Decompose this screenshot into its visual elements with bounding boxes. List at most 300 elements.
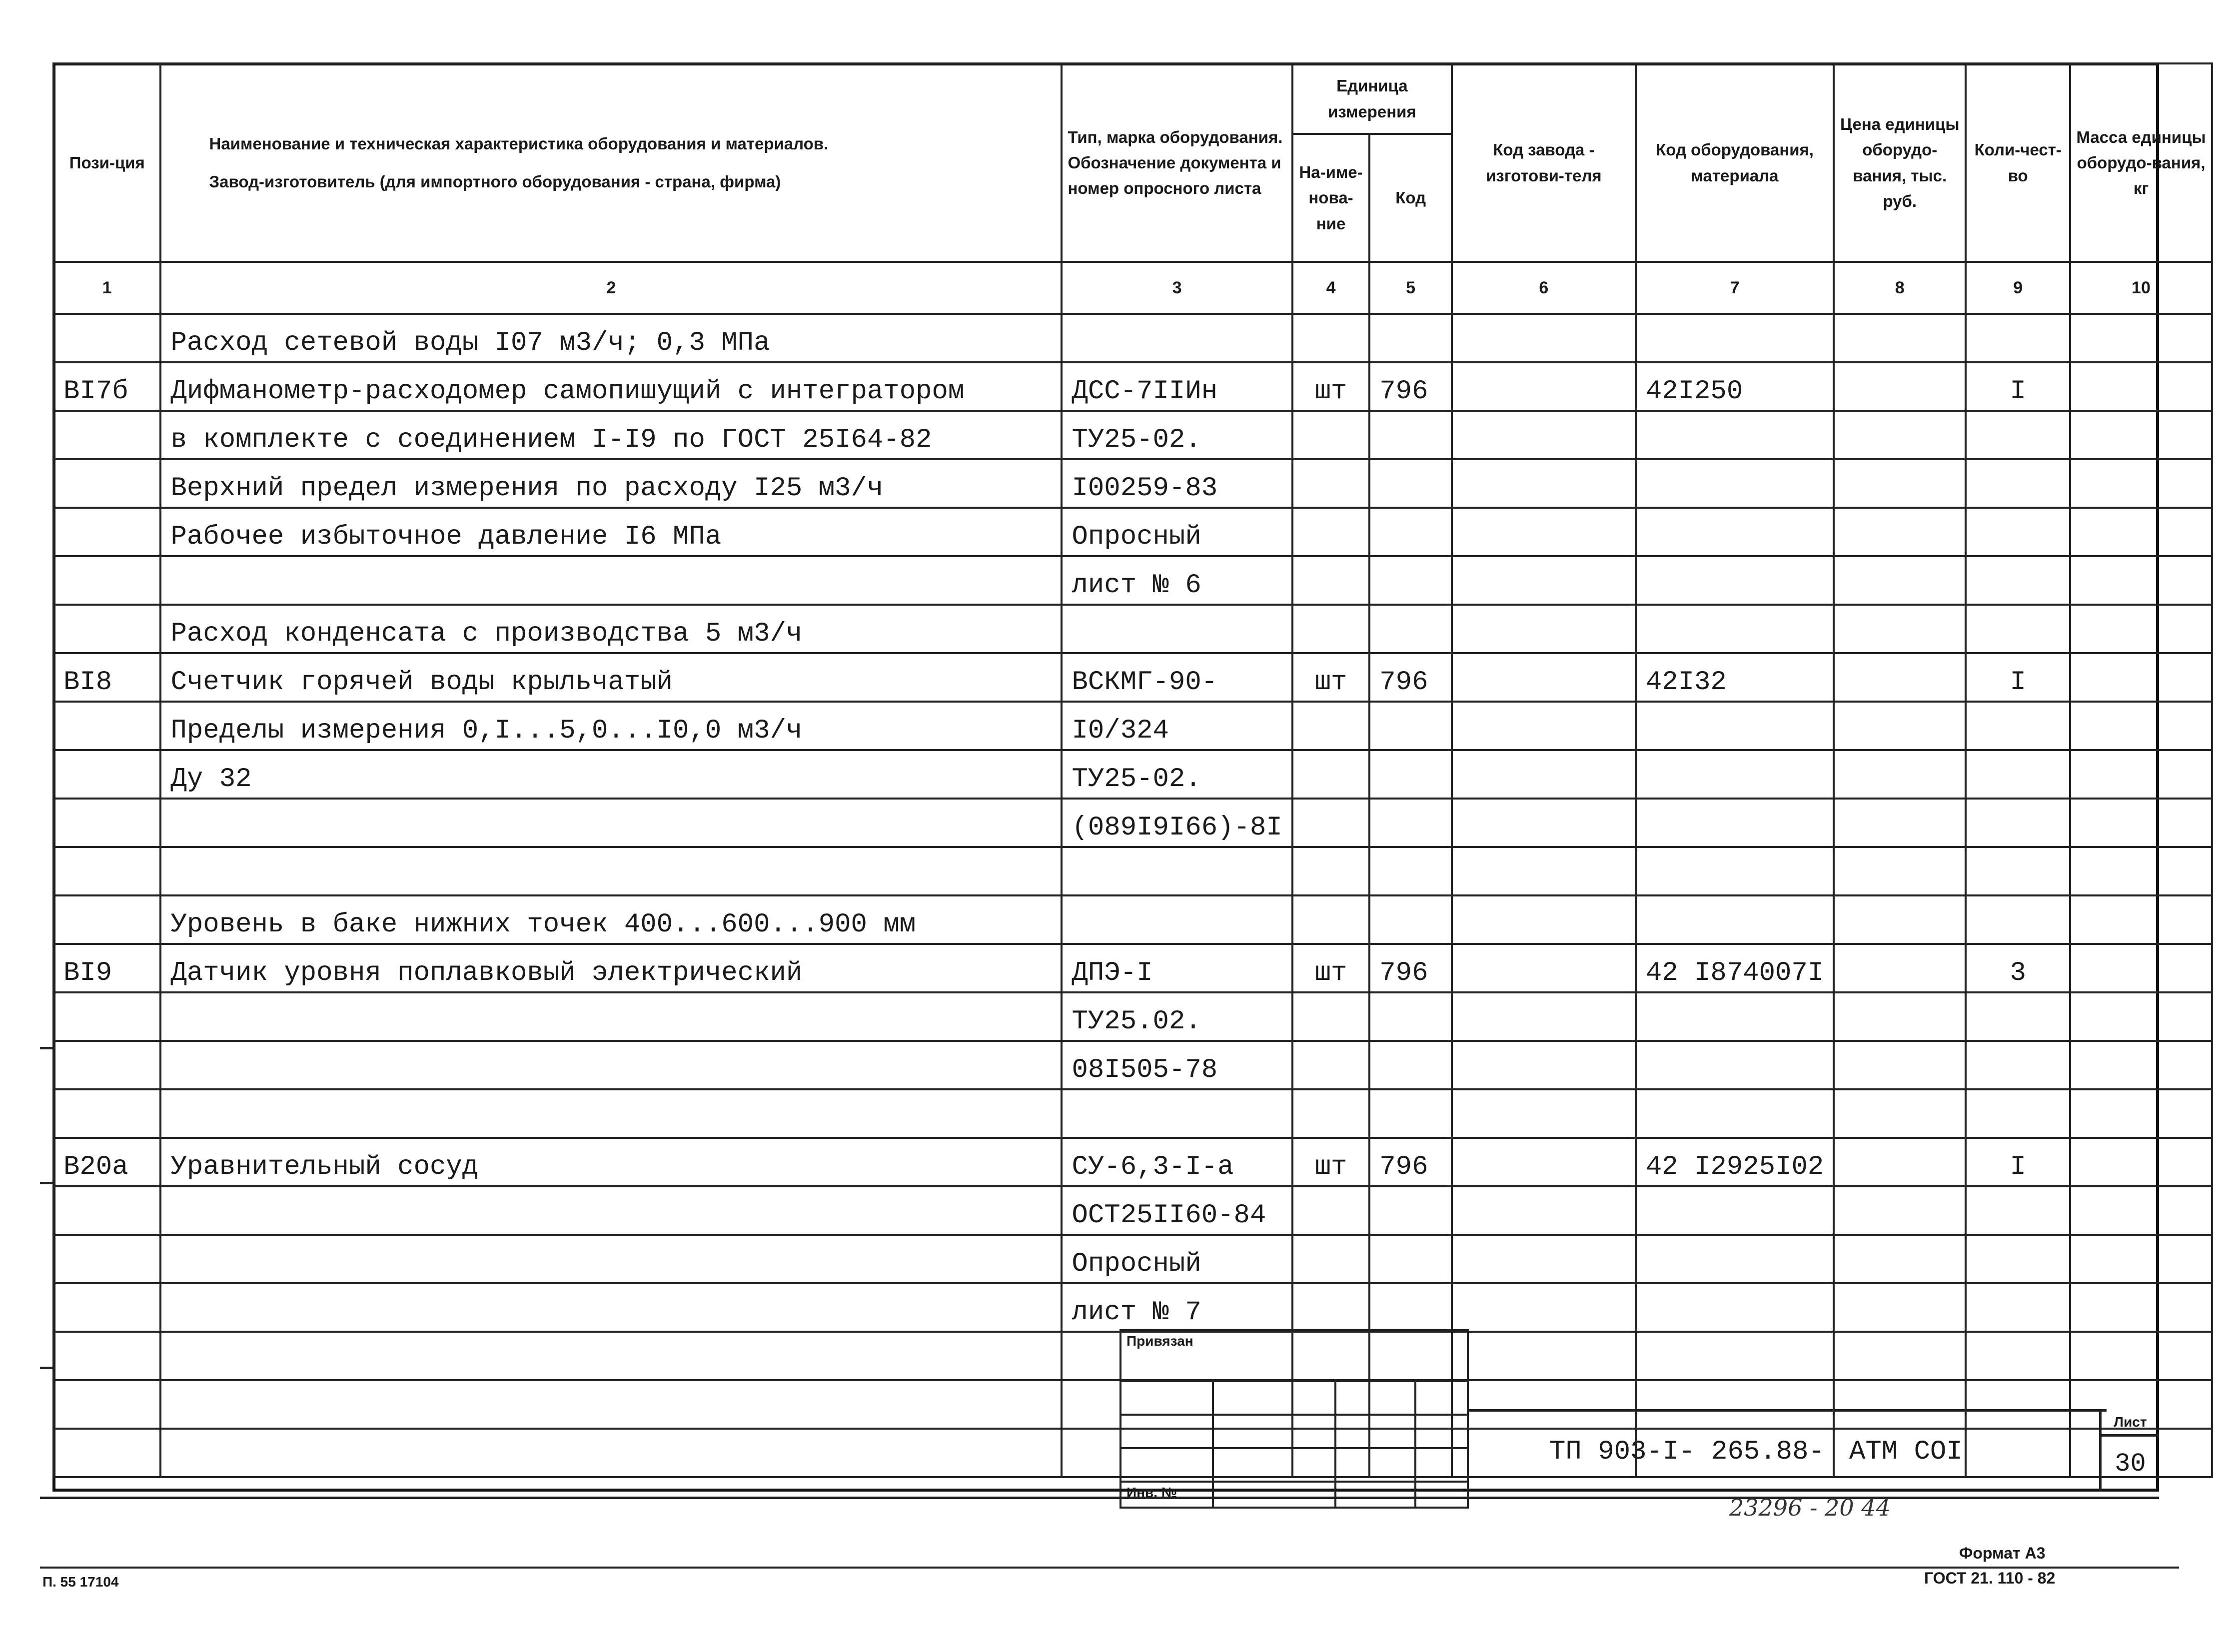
cell-name bbox=[160, 799, 1062, 847]
cell-plant-code bbox=[1452, 799, 1636, 847]
gost-label: ГОСТ 21. 110 - 82 bbox=[1924, 1569, 2056, 1587]
cell-name: Ду 32 bbox=[160, 750, 1062, 799]
margin-tick bbox=[40, 1182, 55, 1184]
sheet-label: Лист bbox=[2102, 1414, 2159, 1437]
cell-type bbox=[1062, 847, 1292, 895]
header-type: Тип, марка оборудования. Обозначение документа и номер опросного листа bbox=[1062, 63, 1292, 262]
cell-equipment-code bbox=[1636, 847, 1834, 895]
cell-plant-code bbox=[1452, 895, 1636, 944]
cell-name: в комплекте с соединением I-I9 по ГОСТ 25I64-82 bbox=[160, 411, 1062, 459]
cell-equipment-code bbox=[1636, 750, 1834, 799]
cell-name: Датчик уровня поплавковый электрический bbox=[160, 944, 1062, 992]
cell-equipment-code bbox=[1636, 1235, 1834, 1283]
table-row bbox=[53, 1138, 2212, 1186]
cell-plant-code bbox=[1452, 459, 1636, 508]
cell-price bbox=[1834, 1041, 1966, 1089]
column-number: 6 bbox=[1452, 262, 1636, 314]
cell-equipment-code bbox=[1636, 1380, 1834, 1429]
cell-position bbox=[53, 1283, 160, 1332]
cell-name: Расход сетевой воды I07 м3/ч; 0,3 МПа bbox=[160, 314, 1062, 362]
cell-position bbox=[53, 556, 160, 605]
cell-unit-code bbox=[1369, 992, 1452, 1041]
cell-type: ВСКМГ-90- bbox=[1062, 653, 1292, 702]
table-row bbox=[53, 411, 2212, 459]
cell-type bbox=[1062, 1089, 1292, 1138]
cell-mass bbox=[2070, 847, 2212, 895]
cell-unit-code: 796 bbox=[1369, 944, 1452, 992]
cell-mass bbox=[2070, 944, 2212, 992]
column-number: 10 bbox=[2070, 262, 2212, 314]
cell-mass bbox=[2070, 750, 2212, 799]
column-number: 1 bbox=[53, 262, 160, 314]
cell-type: Опросный bbox=[1062, 508, 1292, 556]
cell-unit-name: шт bbox=[1292, 1138, 1370, 1186]
cell-unit-name: шт bbox=[1292, 653, 1370, 702]
cell-unit-name bbox=[1292, 508, 1370, 556]
cell-unit-code bbox=[1369, 459, 1452, 508]
binding-stamp bbox=[1119, 1329, 1469, 1509]
cell-unit-name bbox=[1292, 459, 1370, 508]
cell-position: B20a bbox=[53, 1138, 160, 1186]
cell-equipment-code bbox=[1636, 1041, 1834, 1089]
cell-mass bbox=[2070, 508, 2212, 556]
cell-position bbox=[53, 459, 160, 508]
header-position: Пози-ция bbox=[53, 63, 160, 262]
cell-position: BI7б bbox=[53, 362, 160, 411]
cell-unit-code bbox=[1369, 1041, 1452, 1089]
cell-position bbox=[53, 508, 160, 556]
cell-price bbox=[1834, 556, 1966, 605]
cell-type: ТУ25.02. bbox=[1062, 992, 1292, 1041]
stamp-cell bbox=[1415, 1482, 1468, 1508]
cell-type: ДПЭ-I bbox=[1062, 944, 1292, 992]
header-quantity: Коли-чест-во bbox=[1966, 63, 2070, 262]
table-row bbox=[53, 702, 2212, 750]
cell-mass bbox=[2070, 799, 2212, 847]
cell-plant-code bbox=[1452, 1089, 1636, 1138]
cell-name bbox=[160, 1283, 1062, 1332]
cell-unit-name bbox=[1292, 992, 1370, 1041]
cell-price bbox=[1834, 895, 1966, 944]
cell-plant-code bbox=[1452, 1235, 1636, 1283]
cell-mass bbox=[2070, 992, 2212, 1041]
cell-mass bbox=[2070, 362, 2212, 411]
table-row bbox=[53, 1186, 2212, 1235]
cell-plant-code bbox=[1452, 1380, 1636, 1429]
cell-quantity bbox=[1966, 702, 2070, 750]
table-row bbox=[53, 508, 2212, 556]
cell-quantity: 3 bbox=[1966, 944, 2070, 992]
cell-price bbox=[1834, 653, 1966, 702]
cell-plant-code bbox=[1452, 314, 1636, 362]
cell-type: I00259-83 bbox=[1062, 459, 1292, 508]
cell-type bbox=[1062, 605, 1292, 653]
column-number: 8 bbox=[1834, 262, 1966, 314]
column-number: 2 bbox=[160, 262, 1062, 314]
cell-price bbox=[1834, 1380, 1966, 1429]
cell-type: ДСС-7IIИн bbox=[1062, 362, 1292, 411]
stamp-cell bbox=[1335, 1482, 1415, 1508]
cell-unit-name bbox=[1292, 556, 1370, 605]
cell-quantity bbox=[1966, 411, 2070, 459]
stamp-cell bbox=[1120, 1448, 1213, 1482]
cell-unit-code: 796 bbox=[1369, 362, 1452, 411]
header-name-line1: Наименование и техническая характеристика оборудования и материалов. bbox=[209, 134, 829, 153]
cell-quantity bbox=[1966, 459, 2070, 508]
cell-equipment-code bbox=[1636, 1283, 1834, 1332]
cell-unit-name bbox=[1292, 1235, 1370, 1283]
margin-tick bbox=[40, 1367, 55, 1369]
cell-plant-code bbox=[1452, 508, 1636, 556]
stamp-cell bbox=[1213, 1381, 1335, 1415]
cell-type: лист № 6 bbox=[1062, 556, 1292, 605]
cell-unit-code bbox=[1369, 1186, 1452, 1235]
cell-plant-code bbox=[1452, 1138, 1636, 1186]
cell-price bbox=[1834, 508, 1966, 556]
cell-plant-code bbox=[1452, 1186, 1636, 1235]
cell-mass bbox=[2070, 1186, 2212, 1235]
cell-unit-name bbox=[1292, 895, 1370, 944]
cell-mass bbox=[2070, 1332, 2212, 1380]
cell-position: BI8 bbox=[53, 653, 160, 702]
cell-position bbox=[53, 847, 160, 895]
cell-position: BI9 bbox=[53, 944, 160, 992]
cell-unit-code bbox=[1369, 847, 1452, 895]
header-name bbox=[160, 63, 1062, 262]
cell-price bbox=[1834, 459, 1966, 508]
cell-price bbox=[1834, 1186, 1966, 1235]
cell-equipment-code bbox=[1636, 895, 1834, 944]
stamp-cell bbox=[1415, 1415, 1468, 1448]
cell-name bbox=[160, 556, 1062, 605]
cell-plant-code bbox=[1452, 847, 1636, 895]
cell-mass bbox=[2070, 1283, 2212, 1332]
sheet-number: 30 bbox=[2115, 1449, 2146, 1479]
table-row bbox=[53, 556, 2212, 605]
stamp-cell bbox=[1335, 1415, 1415, 1448]
header-mass: Масса единицы оборудо-вания, кг bbox=[2070, 63, 2212, 262]
cell-unit-code bbox=[1369, 556, 1452, 605]
cell-unit-code bbox=[1369, 508, 1452, 556]
table-row bbox=[53, 1283, 2212, 1332]
cell-quantity bbox=[1966, 1429, 2070, 1477]
sheet-box bbox=[2099, 1409, 2159, 1492]
cell-quantity bbox=[1966, 1235, 2070, 1283]
cell-price bbox=[1834, 1235, 1966, 1283]
column-number: 4 bbox=[1292, 262, 1370, 314]
cell-equipment-code bbox=[1636, 702, 1834, 750]
cell-position bbox=[53, 411, 160, 459]
column-number: 7 bbox=[1636, 262, 1834, 314]
cell-quantity bbox=[1966, 847, 2070, 895]
stamp-cell bbox=[1213, 1448, 1335, 1482]
cell-unit-name bbox=[1292, 799, 1370, 847]
cell-price bbox=[1834, 1138, 1966, 1186]
cell-unit-name bbox=[1292, 314, 1370, 362]
stamp-cell bbox=[1415, 1448, 1468, 1482]
cell-unit-code: 796 bbox=[1369, 1138, 1452, 1186]
cell-mass bbox=[2070, 556, 2212, 605]
cell-plant-code bbox=[1452, 1332, 1636, 1380]
cell-name: Уравнительный сосуд bbox=[160, 1138, 1062, 1186]
cell-type: СУ-6,3-I-а bbox=[1062, 1138, 1292, 1186]
cell-name: Верхний предел измерения по расходу I25 м3/ч bbox=[160, 459, 1062, 508]
cell-quantity bbox=[1966, 508, 2070, 556]
cell-name bbox=[160, 1089, 1062, 1138]
cell-position bbox=[53, 992, 160, 1041]
cell-price bbox=[1834, 411, 1966, 459]
cell-quantity bbox=[1966, 1089, 2070, 1138]
cell-plant-code bbox=[1452, 944, 1636, 992]
cell-unit-name bbox=[1292, 411, 1370, 459]
cell-position bbox=[53, 1186, 160, 1235]
cell-plant-code bbox=[1452, 556, 1636, 605]
cell-plant-code bbox=[1452, 1283, 1636, 1332]
print-note: П. 55 17104 bbox=[42, 1574, 119, 1590]
cell-equipment-code bbox=[1636, 508, 1834, 556]
table-row bbox=[53, 944, 2212, 992]
header-unit: Единица измерения bbox=[1292, 63, 1452, 134]
cell-equipment-code: 42I32 bbox=[1636, 653, 1834, 702]
cell-type bbox=[1062, 314, 1292, 362]
cell-unit-name bbox=[1292, 702, 1370, 750]
cell-name bbox=[160, 1041, 1062, 1089]
cell-position bbox=[53, 1380, 160, 1429]
cell-price bbox=[1834, 750, 1966, 799]
cell-mass bbox=[2070, 314, 2212, 362]
cell-position bbox=[53, 314, 160, 362]
cell-unit-code bbox=[1369, 799, 1452, 847]
cell-name: Счетчик горячей воды крыльчатый bbox=[160, 653, 1062, 702]
cell-mass bbox=[2070, 1089, 2212, 1138]
cell-plant-code bbox=[1452, 362, 1636, 411]
cell-name bbox=[160, 1380, 1062, 1429]
cell-quantity bbox=[1966, 1283, 2070, 1332]
cell-unit-code bbox=[1369, 702, 1452, 750]
stamp-inv-label: Инв. № bbox=[1120, 1482, 1213, 1508]
cell-quantity bbox=[1966, 1332, 2070, 1380]
table-row bbox=[53, 895, 2212, 944]
cell-name bbox=[160, 1332, 1062, 1380]
cell-mass bbox=[2070, 1138, 2212, 1186]
cell-name bbox=[160, 847, 1062, 895]
cell-position bbox=[53, 1332, 160, 1380]
cell-mass bbox=[2070, 1235, 2212, 1283]
cell-type: (089I9I66)-8I bbox=[1062, 799, 1292, 847]
cell-price bbox=[1834, 847, 1966, 895]
table-row bbox=[53, 750, 2212, 799]
cell-name: Расход конденсата с производства 5 м3/ч bbox=[160, 605, 1062, 653]
header-plant-code: Код завода - изготови-теля bbox=[1452, 63, 1636, 262]
cell-name bbox=[160, 1429, 1062, 1477]
cell-equipment-code bbox=[1636, 799, 1834, 847]
stamp-cell bbox=[1120, 1381, 1213, 1415]
document-code: ТП 903-I- 265.88- bbox=[1549, 1437, 1825, 1467]
column-number: 5 bbox=[1369, 262, 1452, 314]
column-number-row bbox=[53, 262, 2212, 314]
table-row bbox=[53, 1041, 2212, 1089]
footer-line bbox=[40, 1567, 2179, 1569]
column-number: 9 bbox=[1966, 262, 2070, 314]
cell-position bbox=[53, 605, 160, 653]
cell-type: I0/324 bbox=[1062, 702, 1292, 750]
cell-equipment-code: 42 I2925I02 bbox=[1636, 1138, 1834, 1186]
cell-position bbox=[53, 750, 160, 799]
column-number: 3 bbox=[1062, 262, 1292, 314]
cell-mass bbox=[2070, 653, 2212, 702]
cell-equipment-code bbox=[1636, 459, 1834, 508]
stamp-cell bbox=[1335, 1381, 1415, 1415]
cell-price bbox=[1834, 702, 1966, 750]
cell-unit-code bbox=[1369, 1235, 1452, 1283]
cell-price bbox=[1834, 1089, 1966, 1138]
cell-price bbox=[1834, 799, 1966, 847]
cell-unit-code bbox=[1369, 1089, 1452, 1138]
cell-quantity bbox=[1966, 314, 2070, 362]
table-row bbox=[53, 362, 2212, 411]
cell-unit-name bbox=[1292, 1186, 1370, 1235]
cell-mass bbox=[2070, 411, 2212, 459]
stamp-cell bbox=[1213, 1482, 1335, 1508]
cell-mass bbox=[2070, 459, 2212, 508]
cell-equipment-code bbox=[1636, 992, 1834, 1041]
cell-name: Рабочее избыточное давление I6 МПа bbox=[160, 508, 1062, 556]
cell-mass bbox=[2070, 895, 2212, 944]
cell-equipment-code bbox=[1636, 556, 1834, 605]
cell-quantity bbox=[1966, 992, 2070, 1041]
cell-mass bbox=[2070, 702, 2212, 750]
table-row bbox=[53, 992, 2212, 1041]
cell-position bbox=[53, 1235, 160, 1283]
cell-type: ТУ25-02. bbox=[1062, 411, 1292, 459]
stamp-cell bbox=[1120, 1415, 1213, 1448]
cell-quantity bbox=[1966, 799, 2070, 847]
cell-quantity bbox=[1966, 605, 2070, 653]
stamp-cell bbox=[1335, 1448, 1415, 1482]
table-row bbox=[53, 314, 2212, 362]
cell-unit-code bbox=[1369, 1283, 1452, 1332]
cell-quantity: I bbox=[1966, 653, 2070, 702]
header-price: Цена единицы оборудо-вания, тыс. руб. bbox=[1834, 63, 1966, 262]
cell-quantity bbox=[1966, 556, 2070, 605]
stamp-attached-label: Привязан bbox=[1120, 1330, 1468, 1381]
table-row bbox=[53, 847, 2212, 895]
format-label: Формат А3 bbox=[1959, 1544, 2046, 1562]
cell-equipment-code bbox=[1636, 1089, 1834, 1138]
cell-unit-code: 796 bbox=[1369, 653, 1452, 702]
cell-position bbox=[53, 702, 160, 750]
cell-quantity bbox=[1966, 750, 2070, 799]
cell-price bbox=[1834, 944, 1966, 992]
cell-mass bbox=[2070, 1041, 2212, 1089]
cell-position bbox=[53, 1429, 160, 1477]
cell-position bbox=[53, 799, 160, 847]
cell-plant-code bbox=[1452, 653, 1636, 702]
cell-name: Дифманометр-расходомер самопишущий с интегратором bbox=[160, 362, 1062, 411]
header-name-line2: Завод-изготовитель (для импортного оборудования - страна, фирма) bbox=[209, 172, 781, 191]
cell-quantity bbox=[1966, 1380, 2070, 1429]
header-equipment-code: Код оборудования, материала bbox=[1636, 63, 1834, 262]
document-suffix: АТМ СОI bbox=[1849, 1437, 1963, 1467]
cell-equipment-code bbox=[1636, 411, 1834, 459]
cell-unit-code bbox=[1369, 314, 1452, 362]
cell-equipment-code: 42 I874007I bbox=[1636, 944, 1834, 992]
title-block-line bbox=[1467, 1409, 2107, 1412]
cell-plant-code bbox=[1452, 605, 1636, 653]
margin-tick bbox=[40, 1047, 55, 1049]
cell-quantity bbox=[1966, 895, 2070, 944]
cell-quantity bbox=[1966, 1041, 2070, 1089]
table-row bbox=[53, 459, 2212, 508]
cell-unit-name bbox=[1292, 1283, 1370, 1332]
cell-type: Опросный bbox=[1062, 1235, 1292, 1283]
cell-type: 08I505-78 bbox=[1062, 1041, 1292, 1089]
cell-unit-code bbox=[1369, 750, 1452, 799]
table-row bbox=[53, 799, 2212, 847]
handwritten-number: 23296 - 20 44 bbox=[1729, 1494, 1891, 1521]
cell-quantity bbox=[1966, 1186, 2070, 1235]
cell-equipment-code bbox=[1636, 314, 1834, 362]
cell-price bbox=[1834, 314, 1966, 362]
cell-unit-name bbox=[1292, 1041, 1370, 1089]
cell-equipment-code: 42I250 bbox=[1636, 362, 1834, 411]
cell-unit-code bbox=[1369, 411, 1452, 459]
cell-price bbox=[1834, 605, 1966, 653]
cell-name bbox=[160, 1186, 1062, 1235]
cell-price bbox=[1834, 1283, 1966, 1332]
cell-name bbox=[160, 1235, 1062, 1283]
cell-unit-name: шт bbox=[1292, 362, 1370, 411]
cell-position bbox=[53, 1041, 160, 1089]
cell-quantity: I bbox=[1966, 362, 2070, 411]
cell-type bbox=[1062, 895, 1292, 944]
cell-unit-name bbox=[1292, 605, 1370, 653]
cell-unit-name: шт bbox=[1292, 944, 1370, 992]
cell-plant-code bbox=[1452, 411, 1636, 459]
table-row bbox=[53, 653, 2212, 702]
cell-plant-code bbox=[1452, 702, 1636, 750]
cell-equipment-code bbox=[1636, 605, 1834, 653]
cell-type: ТУ25-02. bbox=[1062, 750, 1292, 799]
cell-type: лист № 7 bbox=[1062, 1283, 1292, 1332]
cell-plant-code bbox=[1452, 750, 1636, 799]
table-row bbox=[53, 1089, 2212, 1138]
table-row bbox=[53, 605, 2212, 653]
cell-equipment-code bbox=[1636, 1186, 1834, 1235]
cell-plant-code bbox=[1452, 992, 1636, 1041]
cell-mass bbox=[2070, 605, 2212, 653]
cell-name bbox=[160, 992, 1062, 1041]
specification-table bbox=[52, 62, 2213, 1478]
cell-unit-code bbox=[1369, 605, 1452, 653]
cell-equipment-code bbox=[1636, 1332, 1834, 1380]
table-row bbox=[53, 1235, 2212, 1283]
cell-unit-name bbox=[1292, 1089, 1370, 1138]
cell-price bbox=[1834, 992, 1966, 1041]
cell-position bbox=[53, 1089, 160, 1138]
cell-price bbox=[1834, 1332, 1966, 1380]
header-unit-code: Код bbox=[1369, 134, 1452, 262]
cell-name: Пределы измерения 0,I...5,0...I0,0 м3/ч bbox=[160, 702, 1062, 750]
cell-unit-name bbox=[1292, 847, 1370, 895]
cell-price bbox=[1834, 362, 1966, 411]
header-row bbox=[53, 63, 2212, 134]
cell-quantity: I bbox=[1966, 1138, 2070, 1186]
cell-position bbox=[53, 895, 160, 944]
cell-unit-code bbox=[1369, 895, 1452, 944]
cell-name: Уровень в баке нижних точек 400...600...900 мм bbox=[160, 895, 1062, 944]
cell-plant-code bbox=[1452, 1041, 1636, 1089]
